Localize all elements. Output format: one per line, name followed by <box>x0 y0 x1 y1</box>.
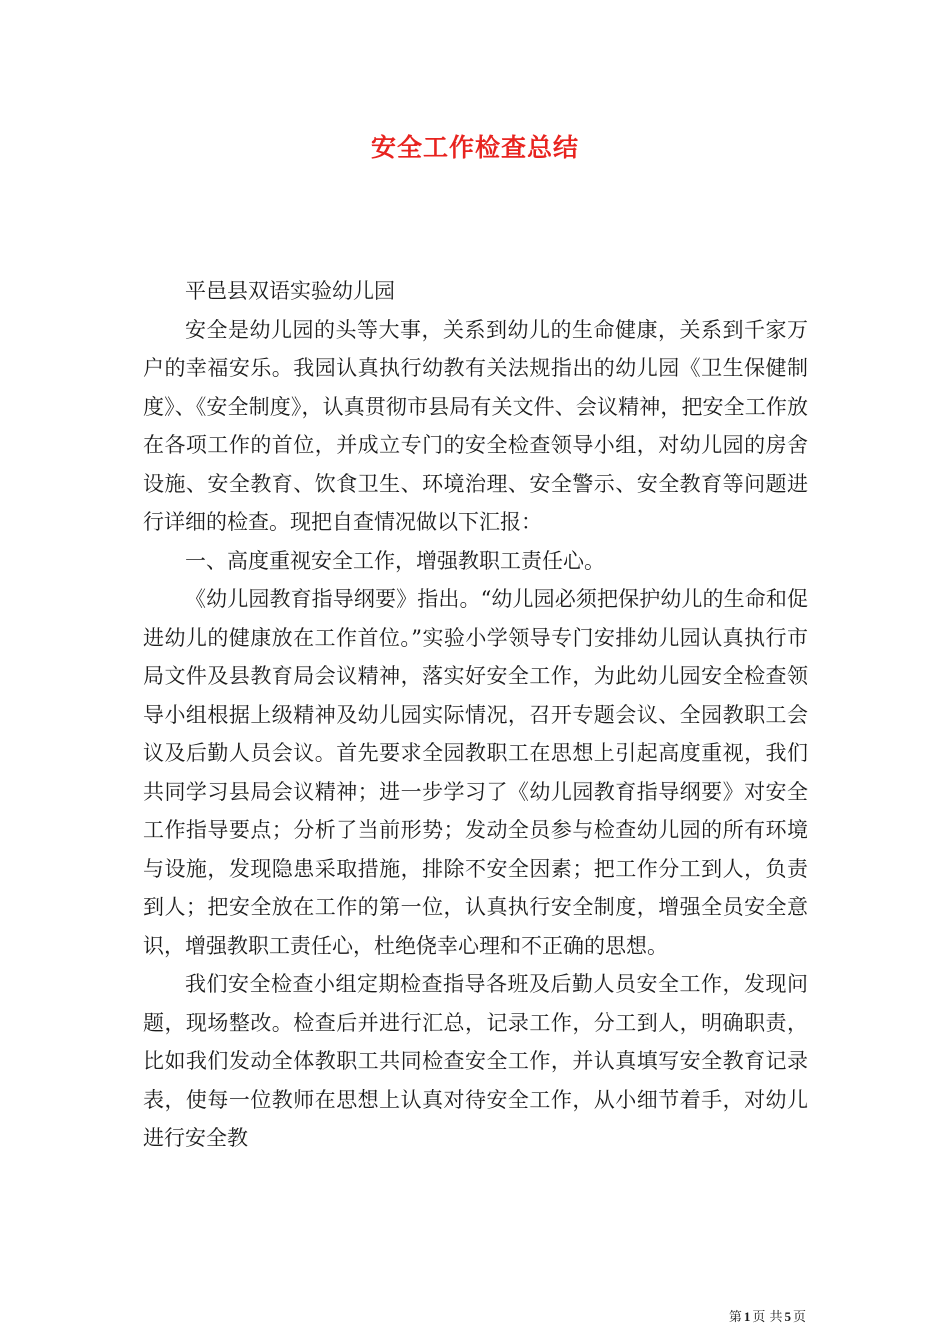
page-footer <box>0 1306 806 1325</box>
org-name: 平邑县双语实验幼儿园 <box>185 279 395 303</box>
total-pages-number: 5 <box>784 1309 791 1324</box>
footer-prefix: 第 <box>728 1310 742 1325</box>
document-title: 安全工作检查总结 <box>370 133 579 162</box>
document-body <box>143 272 808 1158</box>
footer-middle: 页 共 <box>752 1310 783 1325</box>
footer-suffix: 页 <box>792 1310 806 1325</box>
paragraph-section-1: 《幼儿园教育指导纲要》指出。“幼儿园必须把保护幼儿的生命和促进幼儿的健康放在工作首位。”实验小学领导专门安排幼儿园认真执行市局文件及县教育局会议精神，落实好安全工作，为此幼儿园安全检查领导小组根据上级精神及幼儿园实际情况，召开专题会议、全园教职工会议及后勤人员会议。首先要求全园教职工在思想上引起高度重视，我们共同学习县局会议精神；进一步学习了《幼儿园教育指导纲要》对安全工作指导要点；分析了当前形势；发动全员参与检查幼儿园的所有环境与设施，发现隐患采取措施，排除不安全因素；把工作分工到人，负责到人；把安全放在工作的第一位，认真执行安全制度，增强全员安全意识，增强教职工责任心，杜绝侥幸心理和不正确的思想。 <box>143 587 808 958</box>
current-page-number: 1 <box>743 1309 751 1324</box>
paragraph-inspection: 我们安全检查小组定期检查指导各班及后勤人员安全工作，发现问题，现场整改。检查后并进行汇总，记录工作，分工到人，明确职责，比如我们发动全体教职工共同检查安全工作，并认真填写安全教育记录表，使每一位教师在思想上认真对待安全工作，从小细节着手，对幼儿进行安全教 <box>143 972 808 1150</box>
section-heading-1: 一、高度重视安全工作，增强教职工责任心。 <box>185 548 605 573</box>
paragraph-intro: 安全是幼儿园的头等大事，关系到幼儿的生命健康，关系到千家万户的幸福安乐。我园认真执行幼教有关法规指出的幼儿园《卫生保健制度》、《安全制度》，认真贯彻市县局有关文件、会议精神，把安全工作放在各项工作的首位，并成立专门的安全检查领导小组，对幼儿园的房舍设施、安全教育、饮食卫生、环境治理、安全警示、安全教育等问题进行详细的检查。现把自查情况做以下汇报： <box>143 317 808 534</box>
